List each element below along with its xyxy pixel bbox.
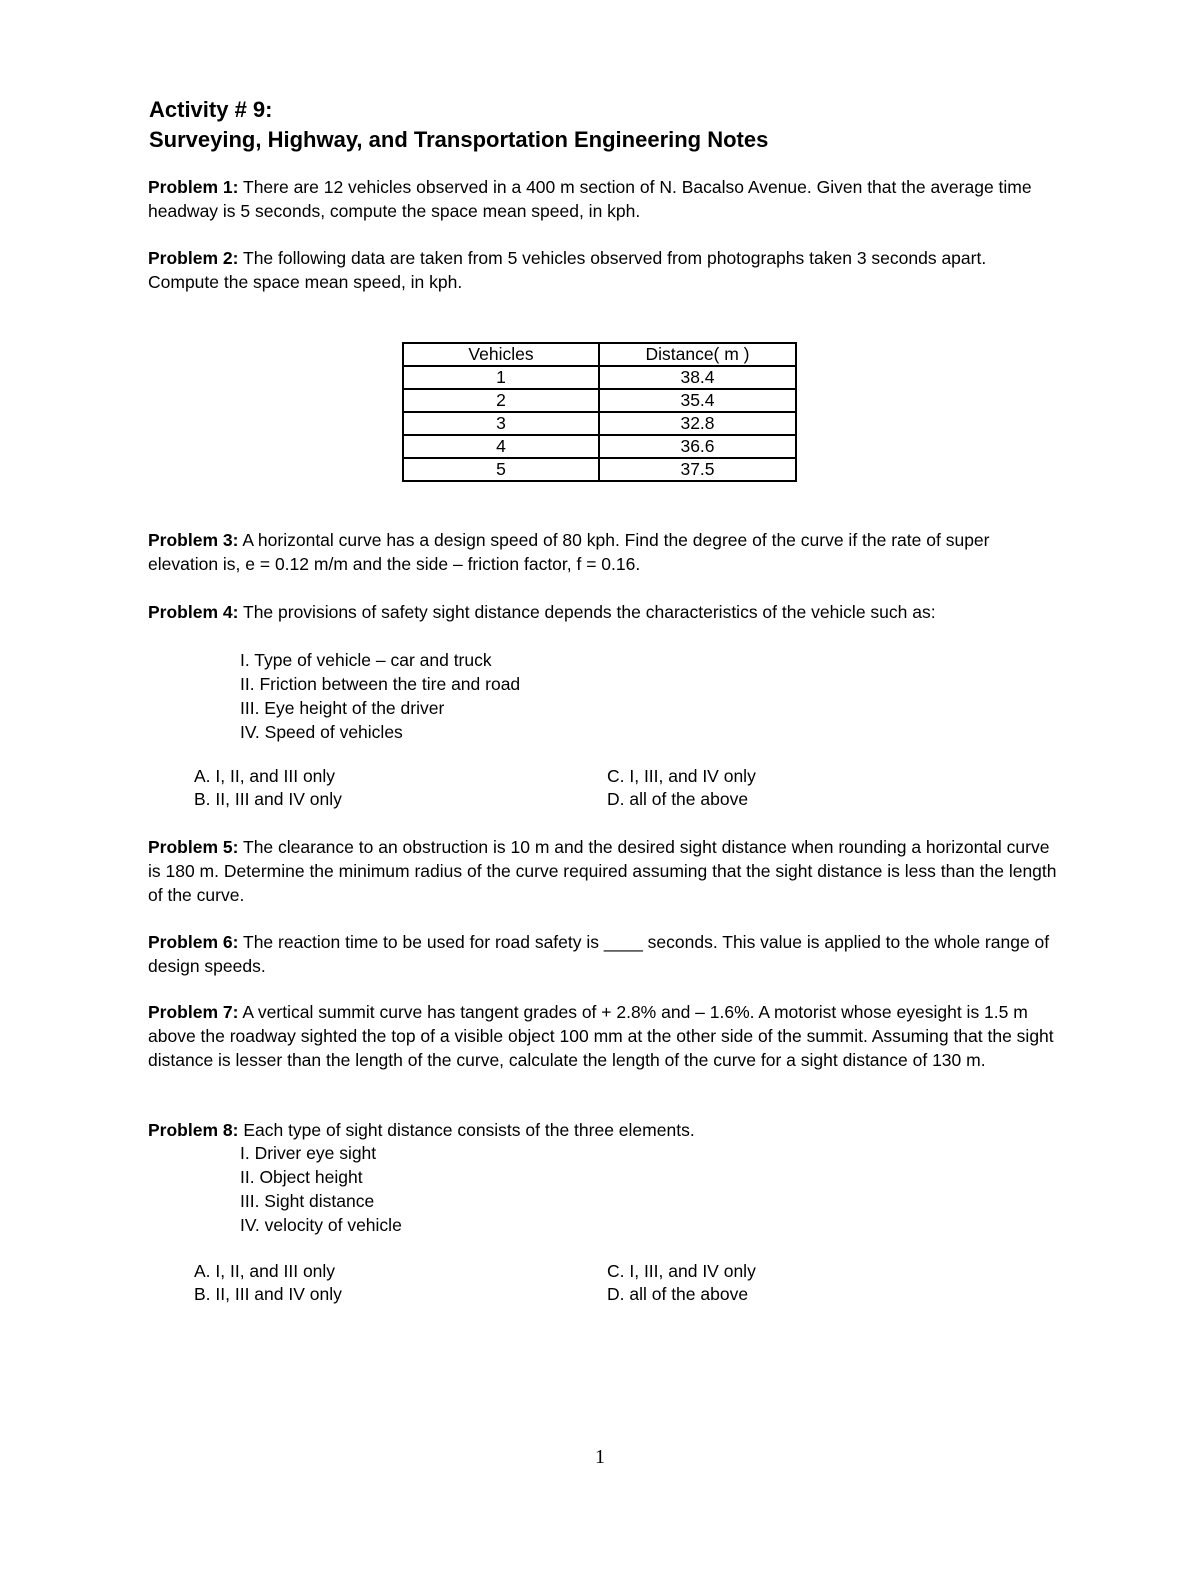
problem-1-label: Problem 1: (148, 177, 239, 197)
list-item: I. Type of vehicle – car and truck (240, 650, 492, 670)
page-number: 1 (595, 1446, 605, 1468)
title-line-1: Activity # 9: (149, 97, 273, 122)
table-header-distance: Distance( m ) (599, 343, 796, 366)
problem-4-choice-b: B. II, III and IV only (194, 789, 342, 809)
problem-8-choice-a: A. I, II, and III only (194, 1261, 336, 1281)
problem-8-choice-d: D. all of the above (607, 1284, 749, 1304)
problem-5-label: Problem 5: (148, 837, 239, 857)
problem-2-label: Problem 2: (148, 248, 239, 268)
table-cell-distance: 37.5 (599, 458, 796, 481)
problem-4-choice-a: A. I, II, and III only (194, 766, 336, 786)
list-item: I. Driver eye sight (240, 1143, 377, 1163)
problem-3-label: Problem 3: (148, 530, 239, 550)
table-row (403, 435, 796, 458)
problem-1-text: There are 12 vehicles observed in a 400 m section of N. Bacalso Avenue. Given that the average time headway is 5 seconds, compute the space mean speed, in kph. (148, 177, 1032, 221)
problem-7-text: A vertical summit curve has tangent grades of + 2.8% and – 1.6%. A motorist whose eyesight is 1.5 m above the roadway sighted the top of a visible object 100 mm at the other side of the summit. Assuming that the sight distance is lesser than the length of the curve, calculate the length of the curve for a sight distance of 130 m. (148, 1002, 1054, 1070)
table-cell-vehicle: 2 (403, 389, 599, 412)
title-line-2: Surveying, Highway, and Transportation Engineering Notes (149, 127, 769, 152)
problem-7 (148, 1000, 1058, 1072)
list-item: III. Sight distance (240, 1191, 375, 1211)
table-cell-distance: 35.4 (599, 389, 796, 412)
problem-8-label: Problem 8: (148, 1120, 239, 1140)
problem-8-choice-c: C. I, III, and IV only (607, 1261, 756, 1281)
problem-2-text: The following data are taken from 5 vehicles observed from photographs taken 3 seconds apart. Compute the space mean speed, in kph. (148, 248, 987, 292)
page-title (149, 95, 768, 155)
table-row (403, 412, 796, 435)
problem-2 (148, 246, 1058, 294)
table-header-vehicles: Vehicles (403, 343, 599, 366)
problem-8 (148, 1118, 1058, 1142)
problem-8-choice-b: B. II, III and IV only (194, 1284, 342, 1304)
table-row (403, 389, 796, 412)
problem-6-text: The reaction time to be used for road safety is ____ seconds. This value is applied to the whole range of design speeds. (148, 932, 1050, 976)
problem-4-options-list (240, 648, 520, 744)
list-item: II. Friction between the tire and road (240, 674, 521, 694)
problem-4-choice-d: D. all of the above (607, 789, 749, 809)
problem-4 (148, 600, 1058, 624)
table-cell-vehicle: 4 (403, 435, 599, 458)
list-item: III. Eye height of the driver (240, 698, 445, 718)
problem-1 (148, 175, 1058, 223)
table-cell-distance: 38.4 (599, 366, 796, 389)
problem-6-label: Problem 6: (148, 932, 239, 952)
problem-3-text: A horizontal curve has a design speed of 80 kph. Find the degree of the curve if the rate of super elevation is, e = 0.12 m/m and the side – friction factor, f = 0.16. (148, 530, 990, 574)
problem-8-text: Each type of sight distance consists of the three elements. (238, 1120, 695, 1140)
vehicle-distance-table (402, 342, 797, 482)
problem-5 (148, 835, 1058, 907)
table-cell-vehicle: 5 (403, 458, 599, 481)
table-cell-vehicle: 1 (403, 366, 599, 389)
table-row (403, 458, 796, 481)
list-item: II. Object height (240, 1167, 363, 1187)
problem-3 (148, 528, 1058, 576)
list-item: IV. velocity of vehicle (240, 1215, 402, 1235)
table-cell-distance: 36.6 (599, 435, 796, 458)
problem-4-label: Problem 4: (148, 602, 239, 622)
problem-4-choice-c: C. I, III, and IV only (607, 766, 756, 786)
problem-5-text: The clearance to an obstruction is 10 m and the desired sight distance when rounding a horizontal curve is 180 m. Determine the minimum radius of the curve required assuming that the sight distance is less than the length of the curve. (148, 837, 1057, 905)
table-cell-vehicle: 3 (403, 412, 599, 435)
problem-8-options-list (240, 1141, 402, 1237)
problem-4-text: The provisions of safety sight distance depends the characteristics of the vehicle such as: (238, 602, 936, 622)
table-cell-distance: 32.8 (599, 412, 796, 435)
table-header-row (403, 343, 796, 366)
problem-7-label: Problem 7: (148, 1002, 239, 1022)
problem-6 (148, 930, 1058, 978)
list-item: IV. Speed of vehicles (240, 722, 403, 742)
table-row (403, 366, 796, 389)
